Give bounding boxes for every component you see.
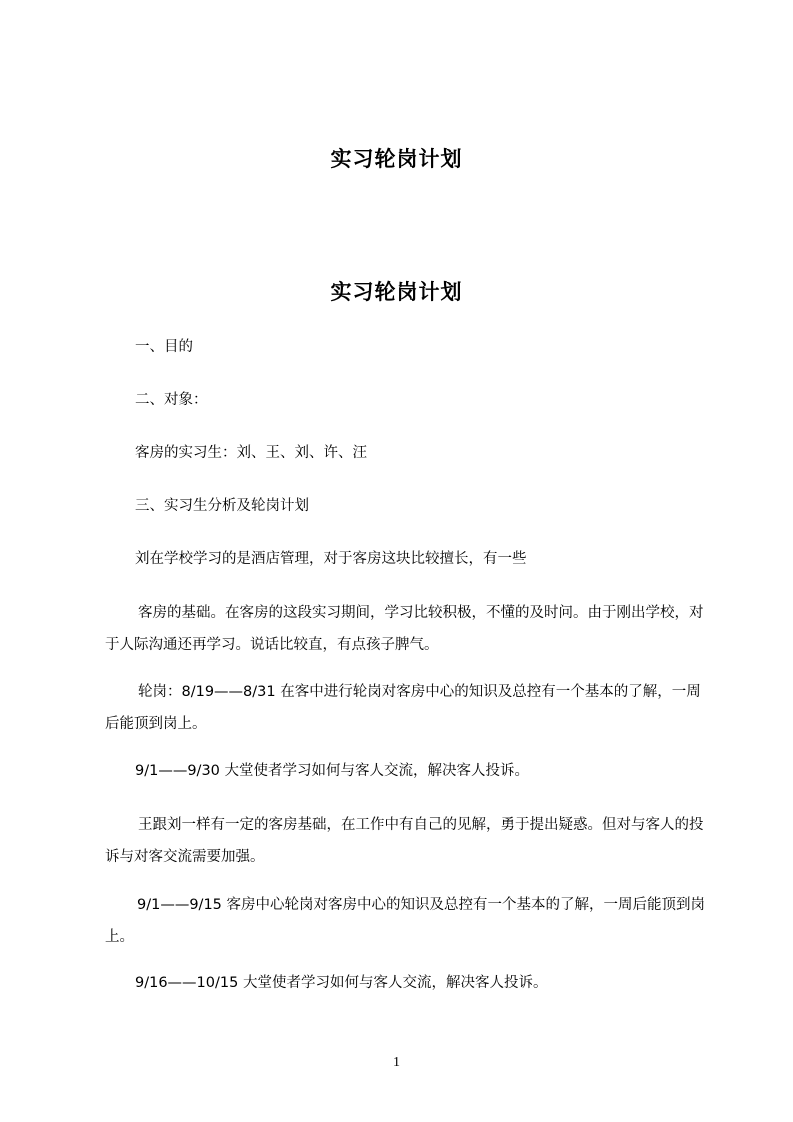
document-title: 实习轮岗计划	[330, 280, 463, 304]
paragraph-wang-assessment: 王跟刘一样有一定的客房基础，在工作中有自己的见解，勇于提出疑惑。但对与客人的投诉与对客交流需要加强。	[105, 817, 704, 865]
paragraph-intern-list: 客房的实习生：刘、王、刘、许、汪	[135, 445, 367, 461]
paragraph-liu-rotation-1: 轮岗：8/19——8/31 在客中进行轮岗对客房中心的知识及总控有一个基本的了解，一周后能顶到岗上。	[105, 684, 701, 732]
paragraph-liu-assessment: 客房的基础。在客房的这段实习期间，学习比较积极，不懂的及时问。由于刚出学校，对于人际沟通还再学习。说话比较直，有点孩子脾气。	[105, 605, 704, 653]
page-number: 1	[393, 1055, 400, 1070]
paragraph-liu-intro: 刘在学校学习的是酒店管理，对于客房这块比较擅长，有一些	[135, 551, 527, 567]
paragraph-liu-rotation-2: 9/1——9/30 大堂使者学习如何与客人交流，解决客人投诉。	[135, 763, 530, 779]
paragraph-wang-rotation-2: 9/16——10/15 大堂使者学习如何与客人交流，解决客人投诉。	[135, 975, 548, 991]
section-heading-purpose: 一、目的	[135, 339, 193, 355]
paragraph-wang-rotation-1: 9/1——9/15 客房中心轮岗对客房中心的知识及总控有一个基本的了解，一周后能顶到岗上。	[105, 897, 706, 945]
section-heading-subjects: 二、对象：	[135, 392, 208, 408]
section-heading-analysis: 三、实习生分析及轮岗计划	[135, 498, 309, 514]
cover-title: 实习轮岗计划	[330, 147, 463, 171]
